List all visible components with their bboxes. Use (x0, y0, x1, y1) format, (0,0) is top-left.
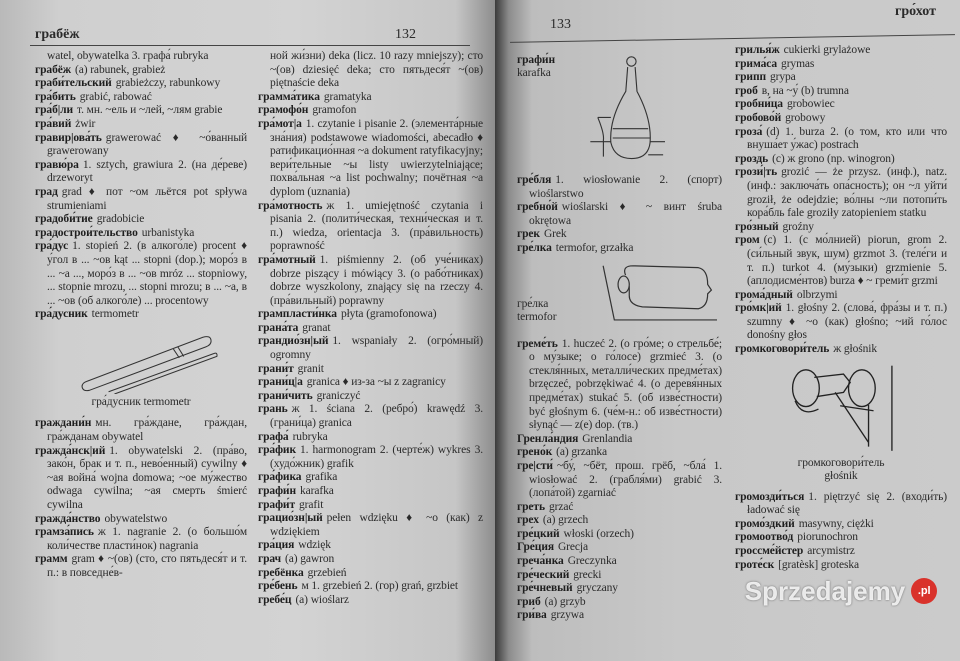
dictionary-entry (35, 445, 247, 513)
dictionary-entry (735, 302, 947, 343)
definition: granat (302, 321, 331, 334)
headword: громо́здкий (735, 517, 795, 530)
definition: granica ♦ из-за ~ы z zagranicy (306, 376, 446, 389)
hot-water-bottle-illustration (517, 258, 722, 328)
headword: Гре́ция (517, 541, 554, 554)
headword: гре́цкий (517, 527, 560, 540)
headword: грома́дный (735, 288, 793, 301)
dictionary-entry (258, 567, 483, 581)
dictionary-entry (35, 159, 247, 186)
definition: [gratèsk] groteska (778, 558, 860, 571)
dictionary-entry (517, 460, 722, 501)
definition: 1. harmonogram 2. (черте́ж) wykres 3. (худо́жник) grafik (270, 444, 483, 470)
headword: грима́са (735, 57, 778, 70)
dictionary-entry (35, 64, 247, 78)
dictionary-entry (258, 308, 483, 322)
dictionary-entry (517, 174, 722, 201)
headword: графи́н (258, 485, 296, 497)
header-rule (510, 34, 955, 43)
headword: громкоговори́тель (735, 343, 830, 356)
headword: гре́бень (258, 580, 298, 593)
headword: гра́мот|а (258, 117, 302, 130)
watermark-badge: .pl (911, 578, 937, 604)
definition: olbrzymi (796, 288, 838, 301)
thermometer-illustration (35, 324, 247, 394)
definition: włoski (orzech) (563, 527, 634, 540)
definition: watel, obywatelka 3. графа́ rubryka (47, 50, 209, 62)
headword: гроза́ (735, 125, 763, 138)
dictionary-entry (517, 514, 722, 528)
definition: grymas (781, 57, 815, 70)
dictionary-entry (258, 376, 483, 390)
definition: т. мн. ~ель и ~лей, ~лям grabie (77, 104, 223, 117)
definition: płyta (gramofonowa) (340, 308, 437, 321)
definition: karafka (299, 485, 334, 497)
definition: (d) 1. burza 2. (о том, кто или что внуша́ет у́жас) postrach (747, 125, 947, 152)
definition: (а) wioślarz (295, 593, 349, 606)
definition: (а) grzyb (544, 595, 586, 608)
headword: гре|сти́ (517, 459, 553, 472)
dictionary-entry (735, 71, 947, 85)
headword: графа́ (258, 430, 289, 443)
carafe-caption: графи́н karafka (517, 54, 555, 79)
headword: гре́бля (517, 174, 552, 186)
headword: грози́|ть (735, 166, 778, 179)
dictionary-entry (258, 485, 483, 499)
definition: grafika (305, 471, 338, 484)
definition: 1. piśmienny 2. (об уче́никах) dobrze piszący i mówiący 3. (о рабо́тниках) dobrze wyszkolony, znający się na rzeczy 4. (пра́вильный) poprawny (270, 253, 483, 307)
headword: гром (735, 234, 760, 247)
headword: греча́нка (517, 555, 564, 568)
definition: wdzięk (298, 539, 331, 552)
dictionary-entry (35, 213, 247, 227)
dictionary-entry (735, 166, 947, 220)
loudspeaker-caption: громкоговори́тель głośnik (797, 456, 885, 482)
definition: ж głośnik (833, 343, 877, 356)
headword: гравир|ова́ть (35, 131, 102, 144)
definition: gradobicie (96, 213, 145, 226)
dictionary-entry (258, 390, 483, 404)
dictionary-entry (517, 609, 722, 623)
dictionary-entry (258, 499, 483, 513)
definition: (а) gawron (285, 552, 335, 565)
headword: гра́мотность (258, 199, 323, 212)
definition: gram ♦ ~(ов) (сто, сто пятьдеся́т и т. п.: в повседне́в- (47, 553, 247, 579)
definition: 1. wspaniały 2. (огро́мный) ogromny (270, 335, 483, 362)
column-4 (735, 44, 947, 606)
headword: гробни́ца (735, 98, 783, 111)
headword: грамза́пись (35, 526, 94, 539)
dictionary-entry (258, 200, 483, 254)
headword: грамм (35, 553, 68, 566)
headword: гра́дусник (35, 308, 88, 321)
dictionary-entry (35, 77, 247, 91)
headword: гроздь (735, 152, 769, 165)
thermometer-caption: гра́дусник termometr (91, 395, 191, 408)
definition: м 1. grzebień 2. (гор) grań, grzbiet (301, 580, 459, 593)
headword: громоотво́д (735, 531, 794, 544)
headword: гриб (517, 595, 541, 608)
headword: грань (258, 403, 288, 416)
definition: Greczynka (567, 555, 617, 568)
dictionary-entry (735, 58, 947, 72)
hot-water-bottle-caption: гре́лка termofor (517, 297, 557, 323)
definition: graniczyć (316, 389, 361, 402)
headword: градоби́тие (35, 213, 93, 226)
headword: греть (517, 500, 545, 513)
dictionary-entry (735, 112, 947, 126)
dictionary-entry (517, 433, 722, 447)
running-head-right: гро́хот (895, 4, 936, 19)
definition: ной жи́зни) deka (licz. 10 razy mniejszy); сто ~(ов) dziesięć deka; сто пятьдеся́т ~(ов) piętnaście deka (270, 50, 483, 90)
carafe-illustration (517, 54, 722, 166)
headword: гроссме́йстер (735, 545, 804, 558)
definition: termofor, grzałka (555, 241, 634, 254)
dictionary-entry (517, 541, 722, 555)
headword: грено́к (517, 446, 553, 459)
headword: грандио́зн|ый (258, 335, 329, 348)
definition: Grek (543, 228, 567, 241)
dictionary-entry (35, 91, 247, 105)
dictionary-entry (258, 91, 483, 105)
loudspeaker-illustration (735, 359, 947, 455)
column-3 (517, 52, 722, 623)
headword: гра́дус (35, 240, 69, 253)
headword: грач (258, 552, 281, 565)
dictionary-entry (35, 417, 247, 444)
dictionary-entry (735, 343, 947, 357)
headword: грампласти́нка (258, 308, 337, 321)
dictionary-entry (735, 234, 947, 288)
definition: grabieżczy, rabunkowy (115, 77, 221, 90)
headword: грипп (735, 71, 766, 84)
dictionary-entry (258, 118, 483, 200)
headword: гребно́й (517, 201, 558, 214)
headword: гребёнка (258, 566, 304, 579)
definition: gramofon (312, 104, 357, 117)
headword: грех (517, 514, 539, 527)
dictionary-entry (258, 471, 483, 485)
definition: grobowy (785, 111, 826, 124)
definition: grzać (548, 500, 574, 513)
dictionary-entry (258, 444, 483, 471)
definition: (а) grzech (542, 514, 589, 527)
definition: grobowiec (786, 98, 835, 111)
definition: urbanistyka (141, 226, 195, 239)
dictionary-entry (258, 322, 483, 336)
definition: piorunochron (797, 531, 858, 544)
definition: мн. гра́ждане, гра́ждан, гра́жданам obywatel (47, 417, 247, 444)
definition: cukierki grylażowe (783, 44, 871, 56)
dictionary-entry (258, 335, 483, 362)
headword: гребе́ц (258, 593, 292, 606)
headword: грамма́тика (258, 90, 320, 103)
headword: грек (517, 228, 540, 241)
dictionary-entry (735, 98, 947, 112)
dictionary-entry (35, 240, 247, 308)
headword: гравю́ра (35, 158, 79, 171)
dictionary-entry (35, 308, 247, 322)
dictionary-entry (735, 126, 947, 153)
headword: гра́вий (35, 117, 72, 130)
dictionary-entry (735, 221, 947, 235)
definition: grypa (770, 71, 796, 84)
page-number-right: 133 (550, 17, 571, 32)
headword: гра́фик (258, 444, 296, 457)
headword: гро́зный (735, 220, 779, 233)
headword: граби́тельский (35, 77, 112, 90)
running-head-left: грабёж (35, 27, 80, 42)
headword: грабёж (35, 63, 71, 76)
definition: 1. głośny 2. (слова́, фра́зы и т. п.) szumny ♦ ~о (как) głośno; ~ий го́лос donośny głos (747, 302, 947, 342)
dictionary-entry (735, 491, 947, 518)
definition: masywny, ciężki (798, 517, 874, 530)
dictionary-entry (735, 559, 947, 573)
watermark-row (735, 576, 947, 606)
definition: groźny (782, 220, 814, 233)
dictionary-entry (258, 403, 483, 430)
definition: grecki (573, 568, 602, 581)
dictionary-entry (735, 545, 947, 559)
definition: grawerować ♦ ~о́ванный grawerowany (47, 131, 247, 158)
watermark: Sprzedajemy (744, 576, 906, 607)
definition: obywatelstwo (104, 512, 168, 525)
column-1 (35, 50, 247, 581)
dictionary-entry (735, 85, 947, 99)
definition: gramatyka (323, 90, 372, 103)
definition: ж 1. nagranie 2. (о большо́м коли́честве пласти́нок) nagrania (47, 526, 247, 552)
definition: (c) 1. (с мо́лнией) piorun, grom 2. (си́льный звук, шум) grzmot 3. (теле́ги и т. п.) turkot 4. (му́зыки) grzmienie 5. (аплодисме́нтов) burza ♦ ~ греми́т grzmi (747, 234, 947, 288)
dictionary-entry (35, 118, 247, 132)
headword: грани́чить (258, 389, 313, 402)
dictionary-entry (735, 44, 947, 58)
headword: гра́фика (258, 471, 302, 484)
headword: грана́та (258, 321, 299, 334)
definition: 1. huczeć 2. (о гро́ме; о стрельбе́; о му́зыке; о го́лосе) grzmieć 3. (о стекля́нных, металли́ческих предме́тах) brzęczeć, pobrzękiwać 4. (о деревя́нных предме́тах) stukać 5. (об изве́стности) być głośnym 6. (че́м-н.: об изве́стности) słynąć — z(e) dop. (тв.) (529, 337, 722, 432)
dictionary-entry (35, 186, 247, 213)
headword: гра́мотный (258, 253, 316, 266)
definition: 1. sztych, grawiura 2. (на де́реве) drzeworyt (47, 158, 247, 185)
headword: гре́чневый (517, 582, 573, 595)
definition: 1. obywatelski 2. (пра́во, зако́н, брак и т. п., нево́енный) cywilny ♦ ~ая война́ wojna domowa; ~ое му́жество odwaga cywilna; ~ая смерть śmierć cywilna (47, 444, 247, 512)
dictionary-entry (258, 431, 483, 445)
definition: (a) rabunek, grabież (74, 63, 166, 76)
definition: (а) grzanka (556, 446, 608, 459)
header-rule (30, 45, 470, 46)
definition: pełen wdzięku ♦ ~о (как) z wdziękiem (270, 512, 483, 538)
dictionary-entry (35, 227, 247, 241)
dictionary-entry (258, 363, 483, 377)
headword: грани́т (258, 362, 294, 375)
dictionary-entry (35, 132, 247, 159)
definition: granit (297, 362, 324, 375)
dictionary-entry (258, 104, 483, 118)
headword: гре́ческий (517, 568, 570, 581)
dictionary-entry (258, 594, 483, 608)
headword: гра́ция (258, 539, 295, 552)
headword: гробово́й (735, 111, 782, 124)
headword: гра́б|ли (35, 104, 74, 117)
dictionary-entry (735, 289, 947, 303)
definition: termometr (91, 308, 139, 321)
dictionary-entry (517, 242, 722, 256)
dictionary-entry (735, 518, 947, 532)
headword: гроб (735, 84, 758, 97)
headword: грилья́ж (735, 44, 780, 56)
headword: град (35, 185, 58, 198)
definition: gryczany (576, 582, 618, 595)
definition: grad ♦ пот ~ом льётся pot spływa strumieniami (47, 185, 247, 212)
headword: грамофо́н (258, 104, 309, 117)
dictionary-entry (517, 582, 722, 596)
headword: гро́мк|ий (735, 302, 782, 315)
dictionary-entry (258, 50, 483, 91)
definition: Grecja (557, 541, 589, 554)
headword: градострои́тельство (35, 226, 138, 239)
column-2 (258, 50, 483, 607)
dictionary-entry (35, 513, 247, 527)
headword: гра́бить (35, 90, 76, 103)
dictionary-entry (735, 153, 947, 167)
headword: граждани́н (35, 417, 92, 430)
dictionary-entry (517, 596, 722, 610)
definition: ж 1. ściana 2. (ребро́) krawędź 3. (грани́ца) granica (270, 403, 483, 430)
definition: grozić — że przysz. (инф.), natz. (инф.: заключа́ть опа́сность); он ~л уйти́ groził, że odejdzie; во́лны ~ли потопи́ть кора́бль fale groziły zatopieniem statku (747, 166, 947, 220)
definition: ~бу́, ~бёт, прош. грёб, ~бла́ 1. wiosłować 2. (грабля́ми) grabić 3. (лопа́той) zgarniać (529, 459, 722, 500)
headword: гроте́ск (735, 558, 775, 571)
definition: в, на ~у́ (b) trumna (761, 84, 849, 97)
headword: гражда́нск|ий (35, 444, 106, 457)
dictionary-entry (517, 501, 722, 515)
dictionary-entry (258, 580, 483, 594)
dictionary-entry (517, 555, 722, 569)
dictionary-entry (517, 528, 722, 542)
definition: 1. piętrzyć się 2. (входи́ть) ładować się (747, 490, 947, 517)
headword: грани́ц|а (258, 376, 303, 389)
headword: Гренла́ндия (517, 432, 579, 445)
dictionary-entry (258, 254, 483, 308)
dictionary-entry (258, 539, 483, 553)
dictionary-entry (35, 50, 247, 64)
headword: грацио́зн|ый (258, 512, 323, 525)
headword: гражда́нство (35, 512, 101, 525)
dictionary-entry (35, 526, 247, 553)
dictionary-entry (517, 201, 722, 228)
headword: гри́ва (517, 609, 547, 622)
definition: arcymistrz (807, 545, 855, 558)
definition: 1. stopień 2. (в алкого́ле) procent ♦ у́гол в ... ~ов kąt ... stopni (dop.); моро́з в ... ~а ..., моро́з в ... ~ов mróz ... stopniowy, ... stopnie mrozu, ... stopni mrozu; в ... ~а, в ... ~ов (об алкого́ле) ... procentowy (47, 240, 247, 307)
dictionary-entry (735, 531, 947, 545)
dictionary-entry (258, 512, 483, 539)
definition: żwir (75, 117, 96, 130)
definition: grabić, rabować (79, 90, 152, 103)
definition: Grenlandia (582, 432, 633, 445)
definition: ж 1. umiejętność czytania i pisania 2. (полити́ческая, техни́ческая и т. п.) wiedza, orientacja 3. (пра́вильность) poprawność (270, 199, 483, 253)
headword: громозди́ться (735, 490, 805, 503)
dictionary-entry (517, 228, 722, 242)
dictionary-entry (35, 553, 247, 580)
headword: греме́ть (517, 337, 558, 350)
definition: wioślarski ♦ ~ винт śruba okrętowa (529, 201, 722, 227)
dictionary-entry (517, 569, 722, 583)
dictionary-entry (517, 446, 722, 460)
definition: 1. wiosłowanie 2. (спорт) wioślarstwo (529, 174, 722, 200)
dictionary-entry (35, 104, 247, 118)
headword: гре́лка (517, 241, 552, 254)
definition: grafit (299, 498, 324, 511)
definition: (c) ж grono (np. winogron) (772, 152, 895, 165)
page-number-left: 132 (395, 27, 416, 42)
dictionary-entry (258, 553, 483, 567)
dictionary-entry (517, 338, 722, 433)
definition: grzywa (550, 609, 584, 622)
definition: grzebień (307, 566, 347, 579)
headword: графи́т (258, 498, 295, 511)
right-page (495, 0, 960, 661)
definition: rubryka (292, 430, 328, 443)
definition: 1. czytanie i pisanie 2. (элемента́рные зна́ния) podstawowe wiadomości, abecadło ♦ ратификацио́нная ~а dokument ratyfikacyjny; вери́тельные ~ы listy uwierzytelniające; похва́льная ~а list pochwalny; почётная ~а dyplom (uznania) (270, 117, 483, 198)
